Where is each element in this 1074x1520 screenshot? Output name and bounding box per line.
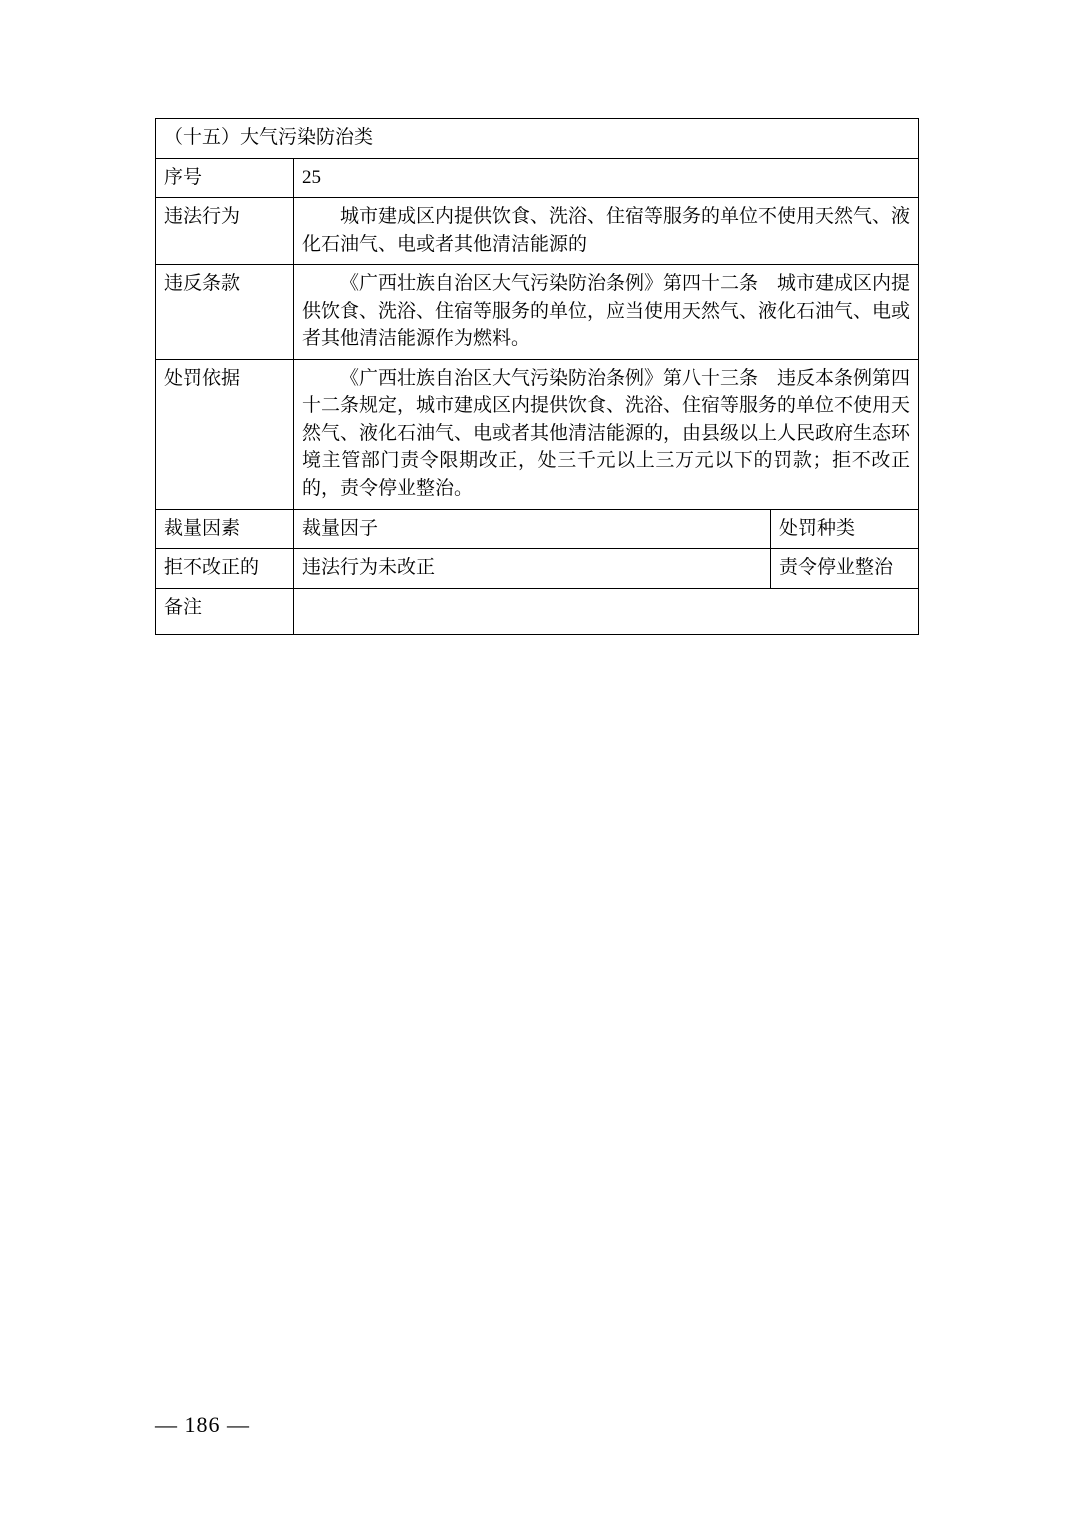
factor-header-penalty: 处罚种类 — [770, 509, 918, 549]
row-label-clause: 违反条款 — [156, 265, 294, 360]
table-row-factor-header — [156, 509, 919, 549]
row-value-clause: 《广西壮族自治区大气污染防治条例》第四十二条 城市建成区内提供饮食、洗浴、住宿等服务的单位，应当使用天然气、液化石油气、电或者其他清洁能源作为燃料。 — [294, 265, 919, 360]
page-number: — 186 — — [155, 1412, 250, 1437]
factor-row-penalty: 责令停业整治 — [770, 549, 918, 589]
remark-value — [294, 588, 919, 634]
remark-label: 备注 — [156, 588, 294, 634]
row-label-serial: 序号 — [156, 158, 294, 198]
section-title: （十五）大气污染防治类 — [156, 119, 919, 159]
table-row-clause — [156, 265, 919, 360]
table-row-serial — [156, 158, 919, 198]
row-value-basis: 《广西壮族自治区大气污染防治条例》第八十三条 违反本条例第四十二条规定，城市建成区内提供饮食、洗浴、住宿等服务的单位不使用天然气、液化石油气、电或者其他清洁能源的，由县级以上人民政府生态环境主管部门责令限期改正，处三千元以上三万元以下的罚款；拒不改正的，责令停业整治。 — [294, 359, 919, 509]
table-row-violation — [156, 198, 919, 265]
row-label-violation: 违法行为 — [156, 198, 294, 265]
factor-header-label: 裁量因素 — [156, 509, 294, 549]
factor-row-label: 拒不改正的 — [156, 549, 294, 589]
discretion-table — [155, 118, 919, 635]
page-footer — [155, 1412, 919, 1438]
row-label-basis: 处罚依据 — [156, 359, 294, 509]
table-row-remark — [156, 588, 919, 634]
row-value-violation: 城市建成区内提供饮食、洗浴、住宿等服务的单位不使用天然气、液化石油气、电或者其他清洁能源的 — [294, 198, 919, 265]
table-row-factor — [156, 549, 919, 589]
row-value-serial: 25 — [294, 158, 919, 198]
table-row-section-title — [156, 119, 919, 159]
factor-header-factor: 裁量因子 — [294, 509, 771, 549]
factor-row-factor: 违法行为未改正 — [294, 549, 771, 589]
table-row-basis — [156, 359, 919, 509]
